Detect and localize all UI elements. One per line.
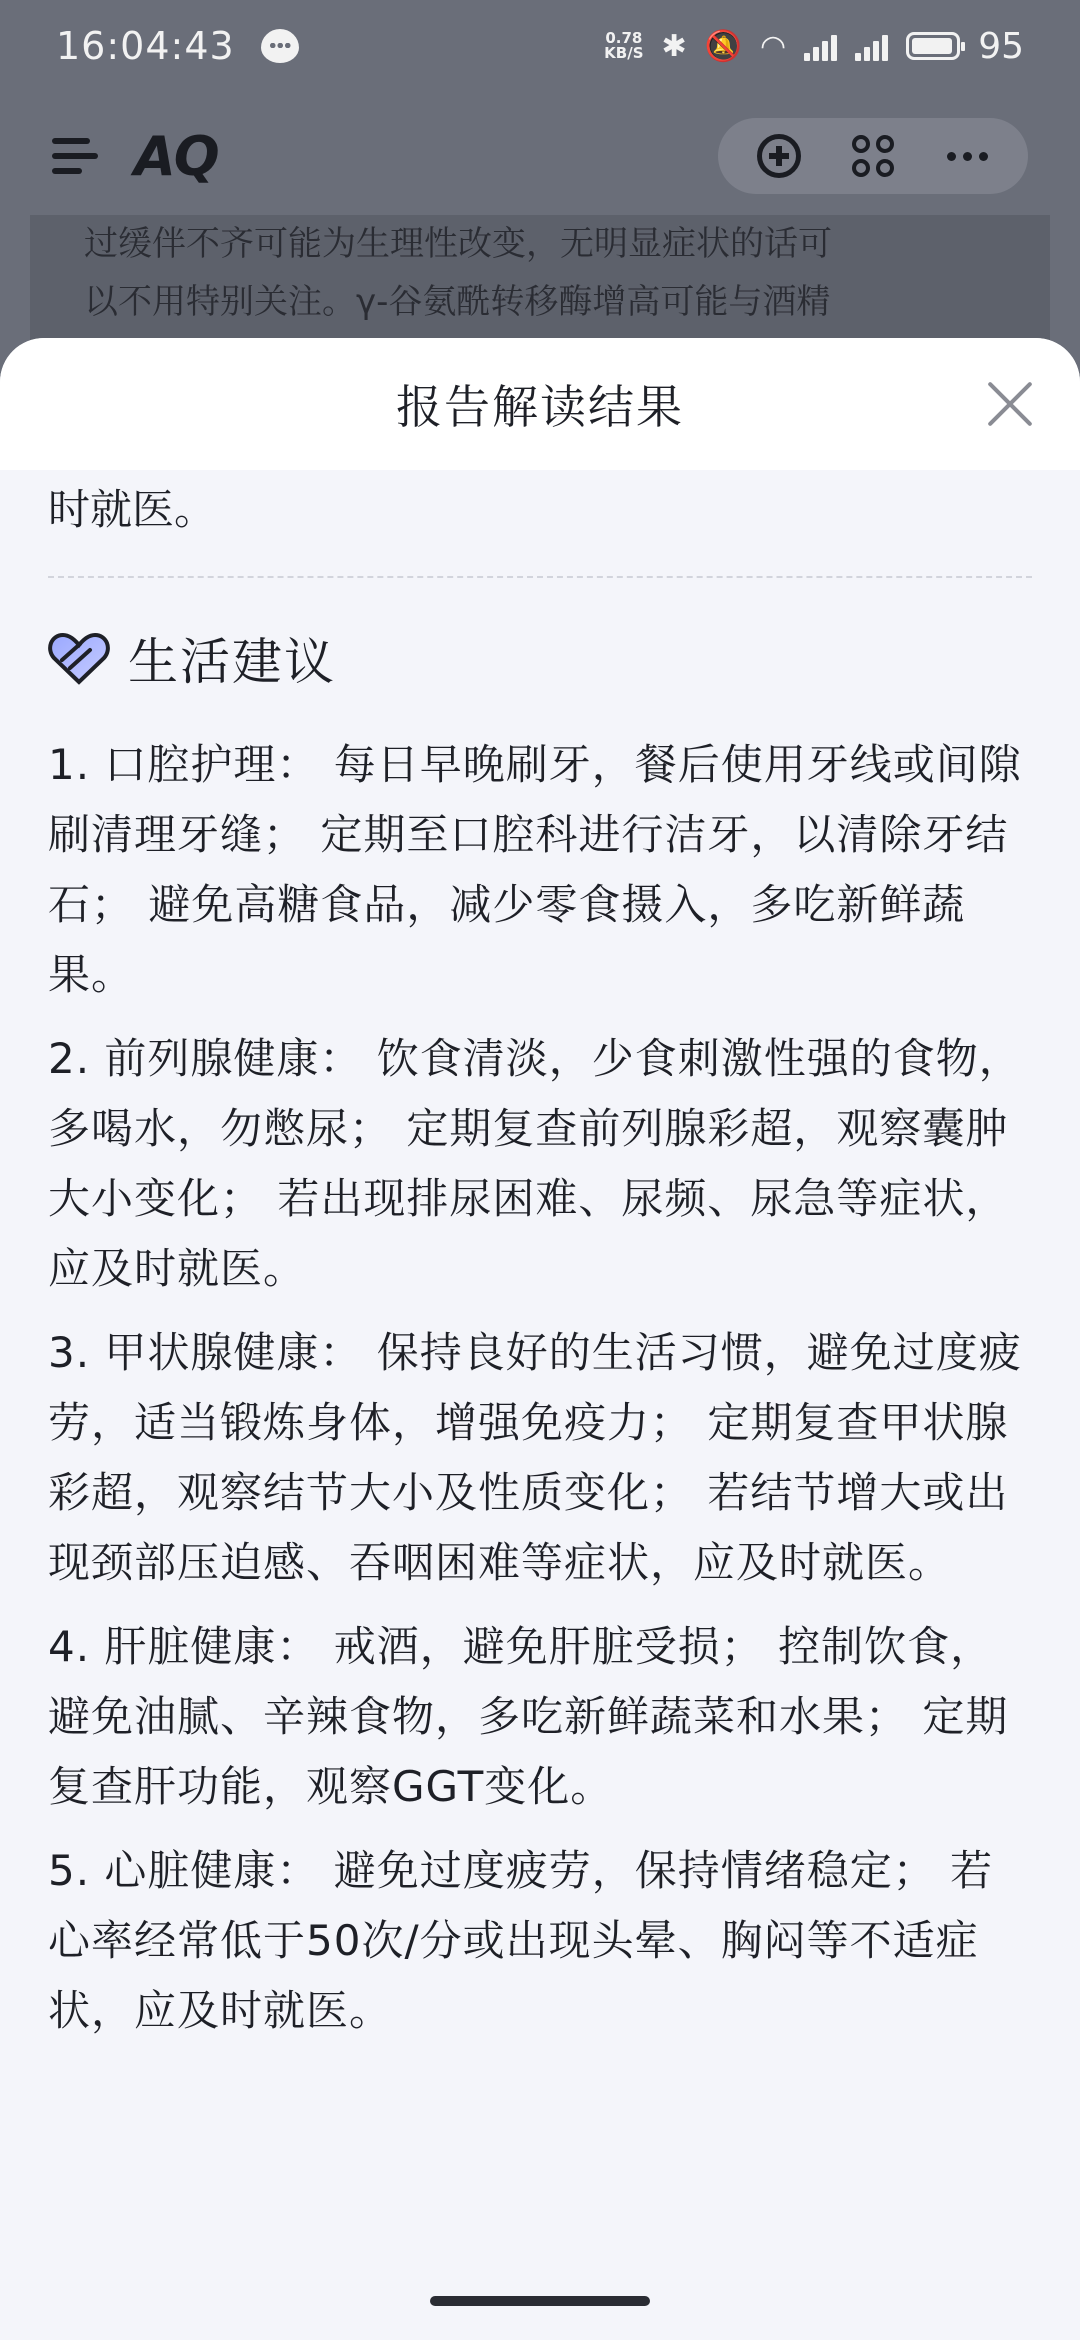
heart-icon [48,630,110,686]
section-divider [48,576,1032,578]
section-title: 生活建议 [128,633,336,691]
signal-icon-2 [855,31,888,61]
status-indicators [604,26,1024,67]
section-heading [48,622,1032,694]
home-indicator[interactable] [430,2296,650,2306]
more-button[interactable] [939,128,995,184]
advice-item-heart [48,1836,1032,2046]
bluetooth-icon: ✱ [661,28,687,64]
report-result-sheet [0,338,1080,2340]
mute-icon: 🔕 [704,28,742,64]
status-time: 16:04:43 [56,24,235,68]
advice-text: 饮食清淡，少食刺激性强的食物，多喝水，勿憋尿； 定期复查前列腺彩超，观察囊肿大小变化； 若出现排尿困难、尿频、尿急等症状，应及时就医。 [48,1034,1022,1293]
battery-level: 95 [978,25,1024,67]
background-line: 以不用特别关注。γ-谷氨酰转移酶增高可能与酒精 [84,282,831,322]
advice-list [48,730,1032,2046]
battery-icon [906,32,960,60]
app-header [0,110,1080,202]
network-speed-value: 0.78 [605,29,643,47]
close-button[interactable] [984,378,1036,430]
advice-text: 每日早晚刷牙，餐后使用牙线或间隙刷清理牙缝； 定期至口腔科进行洁牙，以清除牙结石； 避免高糖食品，减少零食摄入，多吃新鲜蔬果。 [48,740,1022,999]
header-actions [718,118,1028,194]
advice-item-oral [48,730,1032,1010]
previous-section-tail: 时就医。 [48,485,217,534]
more-icon [947,152,988,161]
network-speed [604,31,643,61]
advice-text: 避免过度疲劳，保持情绪稳定； 若心率经常低于50次/分或出现头晕、胸闷等不适症状，应及时就医。 [48,1846,994,2035]
plus-circle-icon [757,134,801,178]
status-bar [0,0,1080,92]
advice-label: 5. 心脏健康： [48,1846,320,1895]
advice-label: 3. 甲状腺健康： [48,1328,363,1377]
new-chat-button[interactable] [751,128,807,184]
advice-label: 4. 肝脏健康： [48,1622,320,1671]
network-speed-unit: KB/S [604,44,644,62]
apps-icon [852,135,894,177]
advice-text: 戒酒，避免肝脏受损； 控制饮食，避免油腻、辛辣食物，多吃新鲜蔬菜和水果； 定期复查肝功能，观察GGT变化。 [48,1622,1009,1811]
chat-notification-icon [261,29,299,63]
advice-item-thyroid [48,1318,1032,1598]
background-line: 过缓伴不齐可能为生理性改变，无明显症状的话可 [84,224,832,264]
menu-icon[interactable] [52,138,98,174]
advice-label: 1. 口腔护理： [48,740,320,789]
app-logo: AQ [134,124,218,188]
apps-button[interactable] [845,128,901,184]
wifi-icon: ◠ [760,28,787,64]
sheet-header [0,338,1080,470]
signal-icon [804,31,837,61]
sheet-body[interactable] [0,480,1080,2046]
advice-item-prostate [48,1024,1032,1304]
advice-text: 保持良好的生活习惯，避免过度疲劳，适当锻炼身体，增强免疫力； 定期复查甲状腺彩超，观察结节大小及性质变化； 若结节增大或出现颈部压迫感、吞咽困难等症状，应及时就医。 [48,1328,1022,1587]
sheet-title: 报告解读结果 [396,380,684,434]
advice-label: 2. 前列腺健康： [48,1034,363,1083]
advice-item-liver [48,1612,1032,1822]
